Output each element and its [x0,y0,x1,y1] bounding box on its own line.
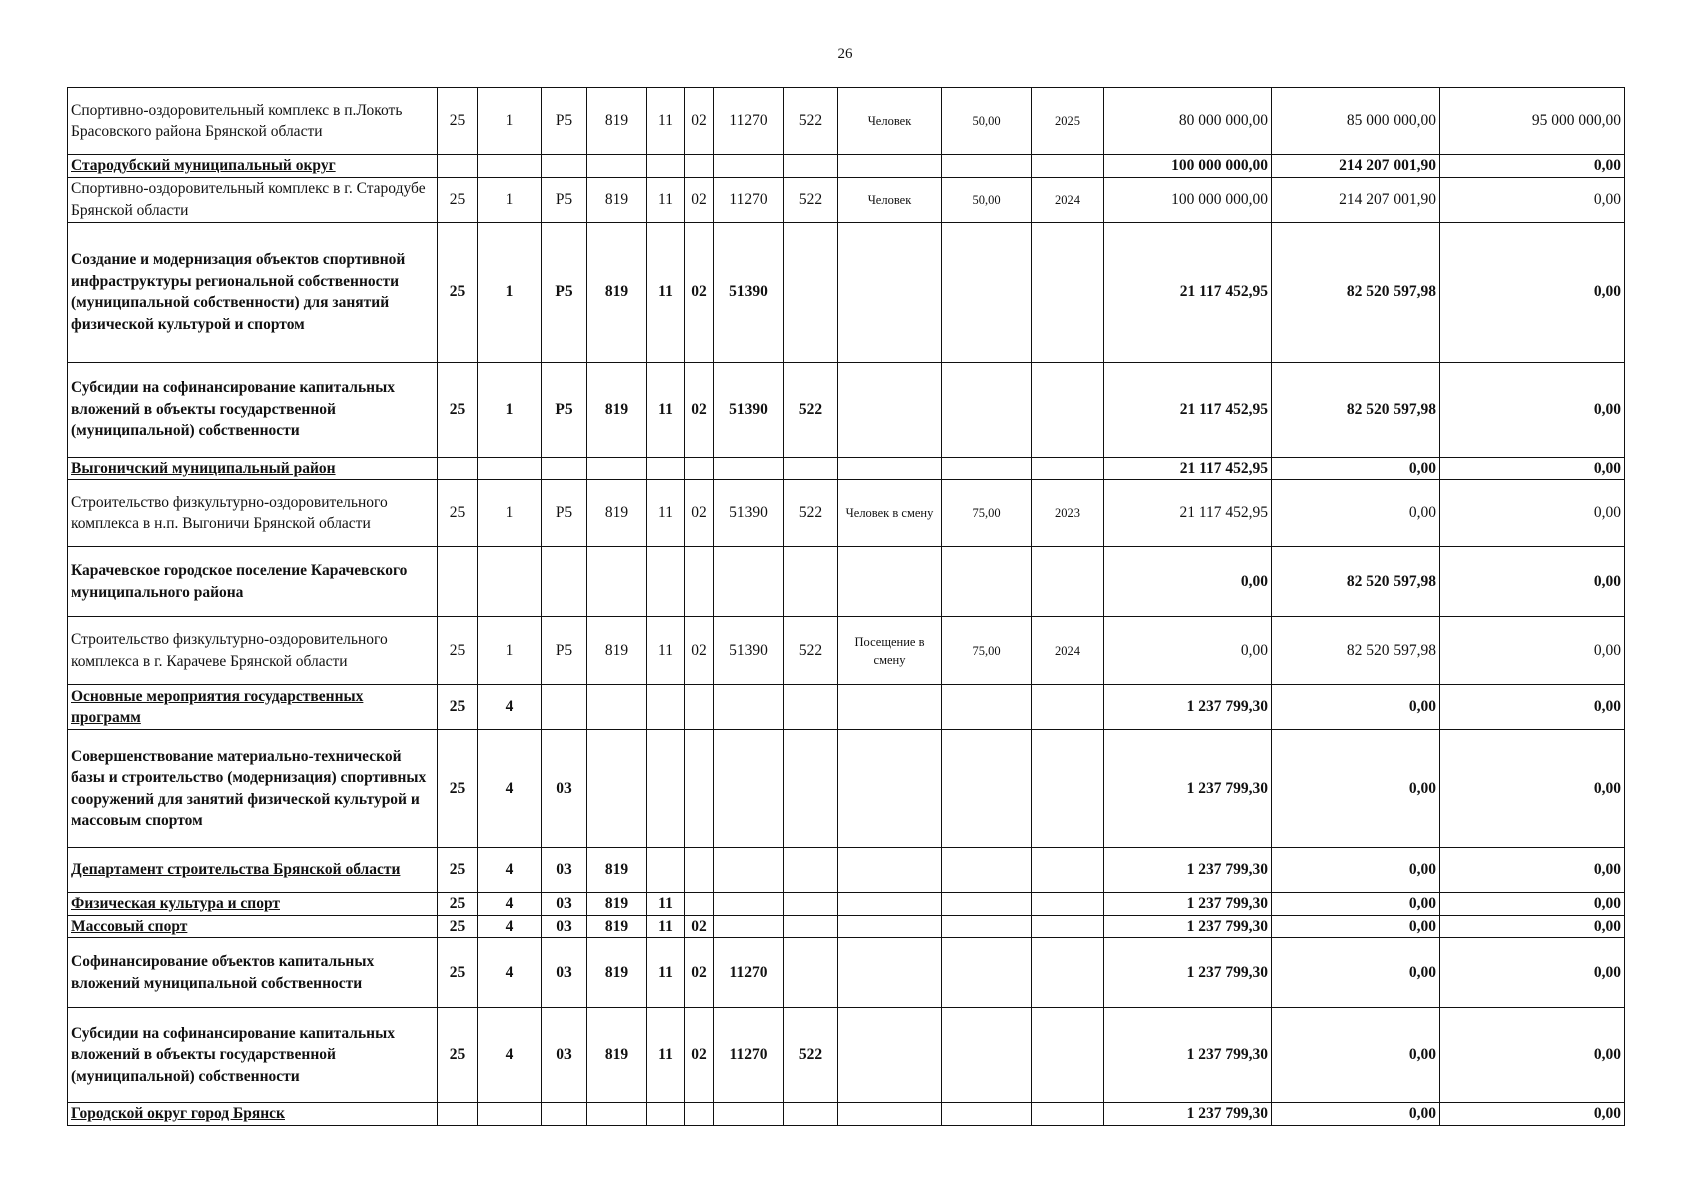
amount-1-cell: 1 237 799,30 [1104,685,1272,730]
amount-1-cell: 21 117 452,95 [1104,480,1272,547]
code-col3-cell: 03 [542,848,587,893]
year-cell [1032,915,1104,938]
code-col3-cell: P5 [542,617,587,685]
code-col4-cell: 819 [587,938,647,1008]
amount-1-cell: 1 237 799,30 [1104,1103,1272,1126]
code-col3-cell: 03 [542,938,587,1008]
code-col3-cell: 03 [542,893,587,916]
amount-3-cell: 0,00 [1440,893,1625,916]
amount-2-cell: 82 520 597,98 [1272,547,1440,617]
code-col5-cell: 11 [647,893,685,916]
amount-3-cell: 0,00 [1440,457,1625,480]
code-col4-cell [587,547,647,617]
capacity-cell [942,362,1032,457]
code-col8-cell [784,938,838,1008]
code-col6-cell [685,848,714,893]
table-row [68,222,1625,362]
capacity-cell [942,730,1032,848]
code-col4-cell: 819 [587,848,647,893]
amount-2-cell: 0,00 [1272,893,1440,916]
code-col8-cell [784,457,838,480]
amount-3-cell: 0,00 [1440,730,1625,848]
code-col4-cell [587,457,647,480]
row-name-cell: Стародубский муниципальный округ [68,155,438,178]
row-name-cell: Городской округ город Брянск [68,1103,438,1126]
unit-cell [838,730,942,848]
code-col1-cell: 25 [438,617,478,685]
code-col1-cell: 25 [438,1008,478,1103]
code-col7-cell: 11270 [714,1008,784,1103]
code-col2-cell: 4 [478,848,542,893]
unit-cell [838,547,942,617]
amount-1-cell: 21 117 452,95 [1104,457,1272,480]
code-col7-cell [714,915,784,938]
amount-3-cell: 0,00 [1440,848,1625,893]
code-col7-cell [714,893,784,916]
code-col7-cell [714,1103,784,1126]
code-col8-cell: 522 [784,88,838,155]
code-col4-cell: 819 [587,88,647,155]
code-col6-cell [685,547,714,617]
table-row [68,1103,1625,1126]
unit-cell: Человек в смену [838,480,942,547]
unit-cell [838,848,942,893]
amount-3-cell: 0,00 [1440,222,1625,362]
code-col3-cell: P5 [542,222,587,362]
code-col3-cell [542,685,587,730]
amount-1-cell: 0,00 [1104,547,1272,617]
amount-2-cell: 82 520 597,98 [1272,362,1440,457]
code-col1-cell: 25 [438,685,478,730]
amount-1-cell: 0,00 [1104,617,1272,685]
code-col8-cell [784,893,838,916]
code-col1-cell: 25 [438,938,478,1008]
table-row [68,938,1625,1008]
code-col4-cell [587,1103,647,1126]
code-col5-cell: 11 [647,617,685,685]
amount-1-cell: 100 000 000,00 [1104,155,1272,178]
code-col5-cell [647,848,685,893]
capacity-cell [942,155,1032,178]
code-col2-cell: 1 [478,88,542,155]
unit-cell [838,893,942,916]
code-col6-cell: 02 [685,1008,714,1103]
code-col6-cell: 02 [685,88,714,155]
code-col1-cell [438,547,478,617]
row-name-cell: Софинансирование объектов капитальных вложений муниципальной собственности [68,938,438,1008]
code-col7-cell [714,457,784,480]
amount-2-cell: 0,00 [1272,457,1440,480]
code-col6-cell: 02 [685,362,714,457]
unit-cell [838,362,942,457]
row-name-cell: Физическая культура и спорт [68,893,438,916]
code-col1-cell [438,457,478,480]
row-name-cell: Выгоничский муниципальный район [68,457,438,480]
code-col5-cell [647,685,685,730]
code-col1-cell: 25 [438,222,478,362]
code-col2-cell: 1 [478,177,542,222]
code-col2-cell: 1 [478,617,542,685]
amount-1-cell: 1 237 799,30 [1104,730,1272,848]
code-col7-cell [714,848,784,893]
row-name-cell: Строительство физкультурно-оздоровительного комплекса в г. Карачеве Брянской области [68,617,438,685]
unit-cell: Человек [838,177,942,222]
unit-cell: Посещение в смену [838,617,942,685]
code-col2-cell [478,1103,542,1126]
row-name-cell: Спортивно-оздоровительный комплекс в г. Стародубе Брянской области [68,177,438,222]
amount-3-cell: 0,00 [1440,362,1625,457]
amount-3-cell: 0,00 [1440,177,1625,222]
amount-2-cell: 82 520 597,98 [1272,617,1440,685]
code-col4-cell [587,730,647,848]
unit-cell [838,685,942,730]
row-name-cell: Карачевское городское поселение Карачевского муниципального района [68,547,438,617]
code-col2-cell [478,155,542,178]
code-col8-cell [784,915,838,938]
code-col8-cell [784,547,838,617]
code-col5-cell: 11 [647,1008,685,1103]
amount-2-cell: 0,00 [1272,915,1440,938]
unit-cell [838,915,942,938]
amount-3-cell: 95 000 000,00 [1440,88,1625,155]
table-row [68,457,1625,480]
amount-3-cell: 0,00 [1440,155,1625,178]
code-col4-cell [587,155,647,178]
code-col6-cell: 02 [685,177,714,222]
table-row [68,177,1625,222]
row-name-cell: Основные мероприятия государственных программ [68,685,438,730]
code-col8-cell [784,155,838,178]
table-row [68,155,1625,178]
amount-3-cell: 0,00 [1440,915,1625,938]
row-name-cell: Совершенствование материально-технической базы и строительство (модернизация) спортивных сооружений для занятий физической культурой и массовым спортом [68,730,438,848]
capacity-cell: 75,00 [942,617,1032,685]
code-col4-cell: 819 [587,177,647,222]
code-col6-cell [685,155,714,178]
code-col6-cell: 02 [685,222,714,362]
unit-cell [838,457,942,480]
year-cell [1032,222,1104,362]
code-col6-cell [685,730,714,848]
code-col5-cell [647,155,685,178]
amount-1-cell: 1 237 799,30 [1104,938,1272,1008]
code-col7-cell: 51390 [714,222,784,362]
amount-2-cell: 214 207 001,90 [1272,177,1440,222]
amount-1-cell: 80 000 000,00 [1104,88,1272,155]
code-col5-cell: 11 [647,480,685,547]
code-col6-cell [685,685,714,730]
code-col1-cell: 25 [438,893,478,916]
code-col8-cell [784,730,838,848]
year-cell [1032,893,1104,916]
row-name-cell: Создание и модернизация объектов спортивной инфраструктуры региональной собственности (муниципальной собственности) для занятий физической культурой и спортом [68,222,438,362]
table-row [68,362,1625,457]
code-col3-cell: 03 [542,730,587,848]
unit-cell [838,938,942,1008]
amount-2-cell: 0,00 [1272,730,1440,848]
code-col8-cell: 522 [784,1008,838,1103]
unit-cell: Человек [838,88,942,155]
capacity-cell [942,685,1032,730]
capacity-cell [942,938,1032,1008]
year-cell: 2024 [1032,177,1104,222]
code-col5-cell: 11 [647,177,685,222]
capacity-cell [942,1103,1032,1126]
amount-2-cell: 214 207 001,90 [1272,155,1440,178]
code-col3-cell: P5 [542,88,587,155]
row-name-cell: Массовый спорт [68,915,438,938]
table-row [68,893,1625,916]
amount-1-cell: 100 000 000,00 [1104,177,1272,222]
amount-1-cell: 21 117 452,95 [1104,222,1272,362]
row-name-cell: Субсидии на софинансирование капитальных вложений в объекты государственной (муниципальной) собственности [68,362,438,457]
year-cell: 2024 [1032,617,1104,685]
amount-3-cell: 0,00 [1440,1008,1625,1103]
code-col8-cell: 522 [784,362,838,457]
code-col8-cell [784,1103,838,1126]
code-col5-cell: 11 [647,915,685,938]
code-col2-cell: 1 [478,222,542,362]
year-cell [1032,547,1104,617]
code-col7-cell [714,730,784,848]
amount-2-cell: 82 520 597,98 [1272,222,1440,362]
code-col5-cell: 11 [647,362,685,457]
code-col5-cell [647,547,685,617]
amount-3-cell: 0,00 [1440,547,1625,617]
code-col3-cell: P5 [542,362,587,457]
year-cell [1032,730,1104,848]
capacity-cell [942,915,1032,938]
amount-1-cell: 1 237 799,30 [1104,915,1272,938]
year-cell: 2023 [1032,480,1104,547]
table-row [68,1008,1625,1103]
table-row [68,915,1625,938]
code-col6-cell [685,893,714,916]
year-cell [1032,362,1104,457]
code-col1-cell: 25 [438,848,478,893]
code-col2-cell: 4 [478,685,542,730]
capacity-cell [942,222,1032,362]
code-col2-cell: 4 [478,730,542,848]
code-col6-cell: 02 [685,480,714,547]
year-cell [1032,1008,1104,1103]
code-col2-cell: 4 [478,915,542,938]
code-col7-cell: 51390 [714,617,784,685]
code-col1-cell [438,155,478,178]
year-cell: 2025 [1032,88,1104,155]
unit-cell [838,155,942,178]
code-col7-cell: 11270 [714,938,784,1008]
code-col3-cell: 03 [542,1008,587,1103]
page-number: 26 [837,46,853,62]
code-col3-cell [542,457,587,480]
code-col1-cell [438,1103,478,1126]
year-cell [1032,938,1104,1008]
amount-1-cell: 21 117 452,95 [1104,362,1272,457]
code-col5-cell: 11 [647,938,685,1008]
code-col3-cell [542,1103,587,1126]
amount-3-cell: 0,00 [1440,617,1625,685]
amount-1-cell: 1 237 799,30 [1104,1008,1272,1103]
code-col5-cell: 11 [647,88,685,155]
row-name-cell: Спортивно-оздоровительный комплекс в п.Локоть Брасовского района Брянской области [68,88,438,155]
code-col1-cell: 25 [438,915,478,938]
code-col4-cell: 819 [587,617,647,685]
year-cell [1032,155,1104,178]
code-col4-cell: 819 [587,480,647,547]
amount-3-cell: 0,00 [1440,480,1625,547]
code-col4-cell: 819 [587,1008,647,1103]
code-col7-cell: 51390 [714,362,784,457]
capacity-cell: 50,00 [942,88,1032,155]
code-col8-cell [784,848,838,893]
capacity-cell [942,893,1032,916]
code-col4-cell: 819 [587,915,647,938]
code-col2-cell [478,457,542,480]
code-col2-cell: 4 [478,1008,542,1103]
table-row [68,88,1625,155]
code-col4-cell [587,685,647,730]
capacity-cell [942,1008,1032,1103]
table-row [68,685,1625,730]
code-col3-cell: P5 [542,480,587,547]
code-col7-cell [714,685,784,730]
code-col1-cell: 25 [438,480,478,547]
amount-1-cell: 1 237 799,30 [1104,893,1272,916]
code-col5-cell [647,1103,685,1126]
code-col8-cell: 522 [784,177,838,222]
amount-3-cell: 0,00 [1440,685,1625,730]
code-col7-cell [714,155,784,178]
code-col2-cell: 4 [478,938,542,1008]
budget-table [67,87,1625,1126]
code-col7-cell [714,547,784,617]
code-col3-cell: P5 [542,177,587,222]
capacity-cell: 50,00 [942,177,1032,222]
code-col4-cell: 819 [587,362,647,457]
amount-2-cell: 0,00 [1272,480,1440,547]
code-col3-cell [542,155,587,178]
code-col4-cell: 819 [587,222,647,362]
code-col7-cell: 51390 [714,480,784,547]
amount-1-cell: 1 237 799,30 [1104,848,1272,893]
code-col6-cell: 02 [685,938,714,1008]
code-col1-cell: 25 [438,362,478,457]
code-col5-cell [647,457,685,480]
table-row [68,547,1625,617]
code-col6-cell [685,1103,714,1126]
year-cell [1032,1103,1104,1126]
amount-3-cell: 0,00 [1440,1103,1625,1126]
amount-2-cell: 0,00 [1272,1008,1440,1103]
table-row [68,617,1625,685]
code-col8-cell [784,685,838,730]
amount-3-cell: 0,00 [1440,938,1625,1008]
capacity-cell [942,457,1032,480]
capacity-cell [942,547,1032,617]
amount-2-cell: 0,00 [1272,1103,1440,1126]
capacity-cell [942,848,1032,893]
year-cell [1032,457,1104,480]
code-col7-cell: 11270 [714,88,784,155]
code-col8-cell: 522 [784,480,838,547]
table-row [68,848,1625,893]
code-col8-cell [784,222,838,362]
table-row [68,730,1625,848]
code-col2-cell: 1 [478,480,542,547]
code-col6-cell: 02 [685,617,714,685]
amount-2-cell: 0,00 [1272,685,1440,730]
code-col1-cell: 25 [438,177,478,222]
code-col6-cell [685,457,714,480]
unit-cell [838,1008,942,1103]
code-col1-cell: 25 [438,730,478,848]
amount-2-cell: 85 000 000,00 [1272,88,1440,155]
year-cell [1032,685,1104,730]
code-col5-cell [647,730,685,848]
amount-2-cell: 0,00 [1272,848,1440,893]
code-col5-cell: 11 [647,222,685,362]
code-col2-cell: 4 [478,893,542,916]
amount-2-cell: 0,00 [1272,938,1440,1008]
unit-cell [838,1103,942,1126]
code-col3-cell [542,547,587,617]
code-col4-cell: 819 [587,893,647,916]
row-name-cell: Субсидии на софинансирование капитальных вложений в объекты государственной (муниципальной) собственности [68,1008,438,1103]
code-col2-cell: 1 [478,362,542,457]
code-col8-cell: 522 [784,617,838,685]
table-row [68,480,1625,547]
code-col6-cell: 02 [685,915,714,938]
code-col2-cell [478,547,542,617]
year-cell [1032,848,1104,893]
row-name-cell: Департамент строительства Брянской области [68,848,438,893]
row-name-cell: Строительство физкультурно-оздоровительного комплекса в н.п. Выгоничи Брянской области [68,480,438,547]
code-col1-cell: 25 [438,88,478,155]
code-col7-cell: 11270 [714,177,784,222]
code-col3-cell: 03 [542,915,587,938]
capacity-cell: 75,00 [942,480,1032,547]
unit-cell [838,222,942,362]
